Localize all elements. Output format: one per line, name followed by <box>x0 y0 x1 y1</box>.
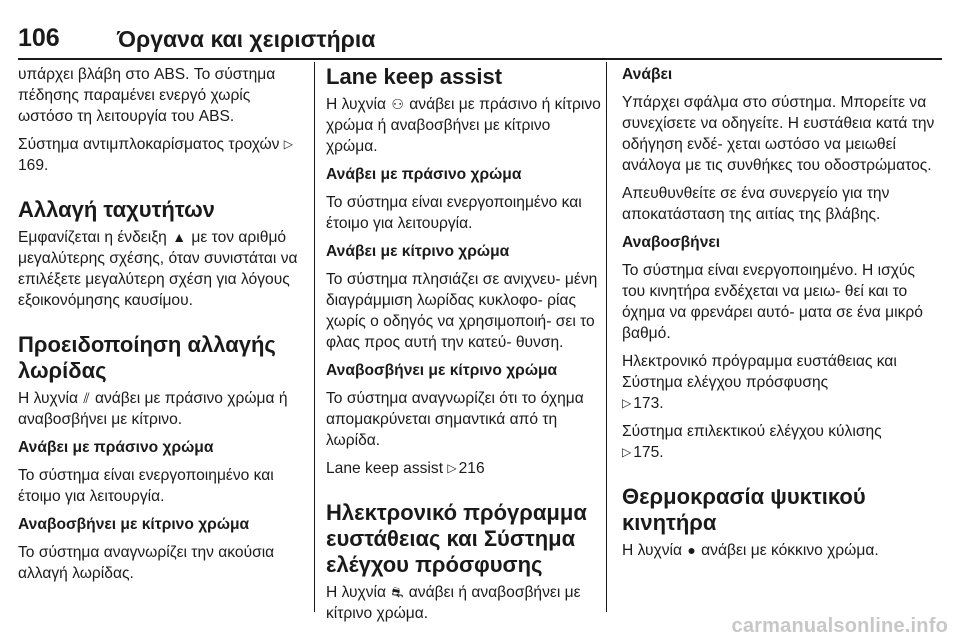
lane-departure-heading: Προειδοποίηση αλλαγής λωρίδας <box>18 332 276 383</box>
esc-heading: Ηλεκτρονικό πρόγραμμα ευστάθειας και Σύστημα ελέγχου πρόσφυσης <box>326 500 587 577</box>
esc-skid-icon: ⛐ <box>391 584 404 600</box>
column-1 <box>18 64 302 591</box>
abs-reference-page[interactable]: 169. <box>18 157 49 174</box>
esc-on-heading: Ανάβει <box>622 66 673 83</box>
lane-departure-icon: ⫽ <box>83 390 90 406</box>
lka-reference-page[interactable]: 216 <box>458 460 485 477</box>
header-rule <box>18 58 942 60</box>
coolant-text-b: ανάβει με κόκκινο χρώμα. <box>701 542 879 559</box>
lane-departure-text-a: Η λυχνία <box>18 390 79 407</box>
ldw-green-heading: Ανάβει με πράσινο χρώμα <box>18 439 214 456</box>
lka-yellow-heading: Ανάβει με κίτρινο χρώμα <box>326 243 510 260</box>
column-divider-1 <box>314 62 315 612</box>
lka-flash-heading: Αναβοσβήνει με κίτρινο χρώμα <box>326 362 558 379</box>
coolant-temp-icon: ● <box>687 542 696 558</box>
esp-reference <box>622 351 942 414</box>
lka-reference <box>326 458 602 479</box>
lka-yellow-paragraph: Το σύστημα πλησιάζει σε ανιχνευ- μένη διαγράμμιση λωρίδας κυκλοφο- ρίας χωρίς ο οδηγός να χρησιμοποιή- σει το φλας προς αυτή την κατεύ- θυνση. <box>326 271 598 351</box>
esc-on-paragraph: Υπάρχει σφάλμα στο σύστημα. Μπορείτε να συνεχίσετε να οδηγείτε. Η ευστάθεια κατά την οδήγηση ενδέ- χεται ωστόσο να μειωθεί ανάλογα με τις συνθήκες του οδοστρώματος. <box>622 94 935 174</box>
gear-shift-heading: Αλλαγή ταχυτήτων <box>18 197 215 222</box>
ess-reference-text: Σύστημα επιλεκτικού ελέγχου κύλισης <box>622 423 882 440</box>
abs-reference <box>18 134 302 176</box>
esc-text-a: Η λυχνία <box>326 584 387 601</box>
gear-shift-paragraph <box>18 227 302 311</box>
ldw-yellow-paragraph: Το σύστημα αναγνωρίζει την ακούσια αλλαγή λωρίδας. <box>18 544 275 582</box>
gear-shift-text-b: με τον αριθμό μεγαλύτερης σχέσης, όταν συνιστάται να επιλέξετε μεγαλύτερη σχέση για λόγους εξοικονόμησης καυσίμου. <box>18 229 298 309</box>
page-header <box>0 0 960 58</box>
ldw-yellow-heading: Αναβοσβήνει με κίτρινο χρώμα <box>18 516 250 533</box>
gear-shift-text-a: Εμφανίζεται η ένδειξη <box>18 229 167 246</box>
esc-flash-paragraph: Το σύστημα είναι ενεργοποιημένο. Η ισχύς του κινητήρα ενδέχεται να μειω- θεί και το όχημα να φρενάρει αυτό- ματα σε ένα μικρό βαθμό. <box>622 262 923 342</box>
column-3 <box>622 64 942 568</box>
ref-arrow-icon: ▷ <box>622 396 632 410</box>
page-number: 106 <box>18 24 60 52</box>
esc-flash-heading: Αναβοσβήνει <box>622 234 721 251</box>
lane-keep-icon: ⚇ <box>391 96 404 112</box>
coolant-heading: Θερμοκρασία ψυκτικού κινητήρα <box>622 484 866 535</box>
column-divider-2 <box>606 62 607 612</box>
gear-shift-up-icon: ▲ <box>172 229 187 245</box>
workshop-paragraph: Απευθυνθείτε σε ένα συνεργείο για την αποκατάσταση της αιτίας της βλάβης. <box>622 185 890 223</box>
lane-departure-paragraph <box>18 388 302 430</box>
esp-reference-text: Ηλεκτρονικό πρόγραμμα ευστάθειας και Σύστημα ελέγχου πρόσφυσης <box>622 353 897 391</box>
ref-arrow-icon: ▷ <box>447 461 457 475</box>
esc-text-b: ανάβει ή αναβοσβήνει με κίτρινο χρώμα. <box>326 584 581 622</box>
esc-paragraph <box>326 582 602 624</box>
watermark: carmanualsonline.info <box>731 615 948 637</box>
coolant-text-a: Η λυχνία <box>622 542 683 559</box>
lane-keep-text-a: Η λυχνία <box>326 96 387 113</box>
lane-keep-paragraph <box>326 94 602 157</box>
abs-reference-text: Σύστημα αντιμπλοκαρίσματος τροχών <box>18 136 280 153</box>
lka-green-heading: Ανάβει με πράσινο χρώμα <box>326 166 522 183</box>
ess-reference-page[interactable]: 175. <box>633 444 664 461</box>
lane-departure-text-b: ανάβει με πράσινο χρώμα ή αναβοσβήνει με κίτρινο. <box>18 390 288 428</box>
coolant-paragraph <box>622 540 942 561</box>
esp-reference-page[interactable]: 173. <box>633 395 664 412</box>
lane-keep-text-b: ανάβει με πράσινο ή κίτρινο χρώμα ή αναβοσβήνει με κίτρινο χρώμα. <box>326 96 601 155</box>
lane-keep-heading: Lane keep assist <box>326 64 503 89</box>
lka-reference-text: Lane keep assist <box>326 460 444 477</box>
ref-arrow-icon: ▷ <box>283 137 294 151</box>
column-2 <box>326 64 602 631</box>
chapter-title: Όργανα και χειριστήρια <box>117 26 376 52</box>
lka-flash-paragraph: Το σύστημα αναγνωρίζει ότι το όχημα απομακρύνεται σημαντικά από τη λωρίδα. <box>326 390 584 449</box>
ref-arrow-icon: ▷ <box>622 445 632 459</box>
ess-reference <box>622 421 942 463</box>
lka-green-paragraph: Το σύστημα είναι ενεργοποιημένο και έτοιμο για λειτουργία. <box>326 194 582 232</box>
abs-paragraph: υπάρχει βλάβη στο ABS. Το σύστημα πέδησης παραμένει ενεργό χωρίς ωστόσο τη λειτουργία του ABS. <box>18 66 276 125</box>
ldw-green-paragraph: Το σύστημα είναι ενεργοποιημένο και έτοιμο για λειτουργία. <box>18 467 274 505</box>
